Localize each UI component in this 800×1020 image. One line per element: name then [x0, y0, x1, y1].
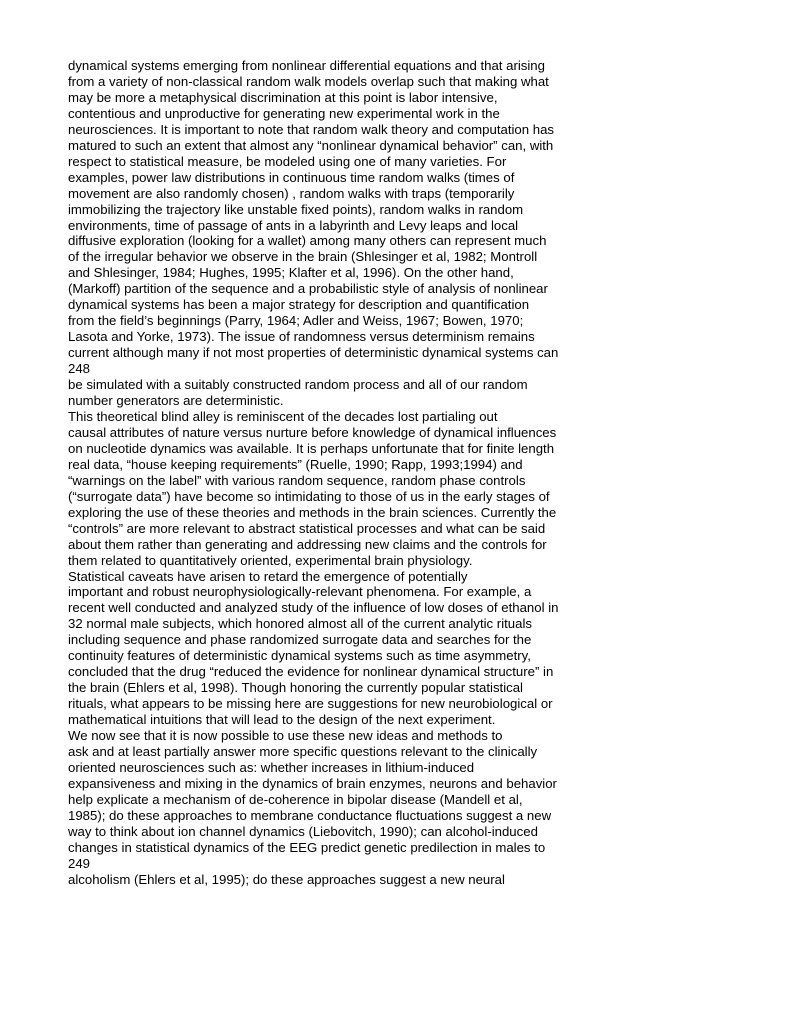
text-line: 32 normal male subjects, which honored almost all of the current analytic rituals — [68, 616, 532, 632]
text-line: diffusive exploration (looking for a wallet) among many others can represent much — [68, 233, 547, 249]
text-line: examples, power law distributions in continuous time random walks (times of — [68, 169, 515, 185]
text-line: dynamical systems emerging from nonlinear differential equations and that arising — [68, 58, 545, 73]
text-line: “warnings on the label” with various random sequence, random phase controls — [68, 472, 526, 488]
text-line: number generators are deterministic. — [68, 393, 284, 409]
text-line: concluded that the drug “reduced the evidence for nonlinear dynamical structure” in — [68, 664, 554, 680]
text-line: from the field’s beginnings (Parry, 1964; Adler and Weiss, 1967; Bowen, 1970; — [68, 313, 524, 329]
text-line: 1985); do these approaches to membrane conductance fluctuations suggest a new — [68, 807, 552, 823]
text-line: current although many if not most properties of deterministic dynamical systems can — [68, 345, 559, 361]
text-line: of the irregular behavior we observe in the brain (Shlesinger et al, 1982; Montroll — [68, 249, 538, 265]
text-line: (Markoff) partition of the sequence and a probabilistic style of analysis of nonlinear — [68, 281, 548, 297]
text-line: Lasota and Yorke, 1973). The issue of randomness versus determinism remains — [68, 329, 535, 345]
text-line: expansiveness and mixing in the dynamics of brain enzymes, neurons and behavior — [68, 775, 557, 791]
text-line: dynamical systems has been a major strategy for description and quantification — [68, 297, 530, 313]
text-line: causal attributes of nature versus nurture before knowledge of dynamical influences — [68, 424, 557, 440]
text-line: including sequence and phase randomized surrogate data and searches for the — [68, 632, 532, 648]
text-line: continuity features of deterministic dynamical systems such as time asymmetry, — [68, 648, 531, 664]
text-line: important and robust neurophysiologically-relevant phenomena. For example, a — [68, 584, 532, 600]
text-line: neurosciences. It is important to note that random walk theory and computation has — [68, 121, 555, 137]
text-line: recent well conducted and analyzed study of the influence of low doses of ethanol in — [68, 600, 559, 616]
text-line: and Shlesinger, 1984; Hughes, 1995; Klafter et al, 1996). On the other hand, — [68, 265, 514, 281]
text-line: mathematical intuitions that will lead to the design of the next experiment. — [68, 712, 496, 728]
text-line: oriented neurosciences such as: whether increases in lithium-induced — [68, 759, 475, 775]
document-body — [68, 58, 668, 888]
text-line: be simulated with a suitably constructed random process and all of our random — [68, 377, 528, 393]
text-line: the brain (Ehlers et al, 1998). Though honoring the currently popular statistical — [68, 680, 523, 696]
page-number: 248 — [68, 361, 91, 377]
text-line: changes in statistical dynamics of the EEG predict genetic predilection in males to — [68, 839, 546, 855]
text-line: exploring the use of these theories and methods in the brain sciences. Currently the — [68, 504, 557, 520]
text-line: This theoretical blind alley is reminiscent of the decades lost partialing out — [68, 408, 498, 424]
text-line: ask and at least partially answer more specific questions relevant to the clinically — [68, 743, 538, 759]
text-line: them related to quantitatively oriented, experimental brain physiology. — [68, 552, 473, 568]
text-line: respect to statistical measure, be modeled using one of many varieties. For — [68, 153, 507, 169]
text-line: way to think about ion channel dynamics (Liebovitch, 1990); can alcohol-induced — [68, 823, 538, 839]
page-number: 249 — [68, 855, 91, 871]
text-line: movement are also randomly chosen) , random walks with traps (temporarily — [68, 185, 515, 201]
text-line: on nucleotide dynamics was available. It is perhaps unfortunate that for finite length — [68, 440, 555, 456]
text-line: immobilizing the trajectory like unstable fixed points), random walks in random — [68, 201, 524, 217]
text-line: may be more a metaphysical discrimination at this point is labor intensive, — [68, 89, 498, 105]
text-line: help explicate a mechanism of de-coherence in bipolar disease (Mandell et al, — [68, 791, 523, 807]
text-line: from a variety of non-classical random walk models overlap such that making what — [68, 73, 549, 89]
text-line: rituals, what appears to be missing here are suggestions for new neurobiological or — [68, 696, 553, 712]
text-line: (“surrogate data”) have become so intimidating to those of us in the early stages of — [68, 488, 550, 504]
text-line: We now see that it is now possible to use these new ideas and methods to — [68, 728, 503, 744]
text-line: contentious and unproductive for generating new experimental work in the — [68, 105, 500, 121]
text-line: Statistical caveats have arisen to retard the emergence of potentially — [68, 568, 468, 584]
text-line: alcoholism (Ehlers et al, 1995); do these approaches suggest a new neural — [68, 871, 505, 887]
text-line: real data, “house keeping requirements” (Ruelle, 1990; Rapp, 1993;1994) and — [68, 456, 523, 472]
text-line: about them rather than generating and addressing new claims and the controls for — [68, 536, 547, 552]
text-line: “controls” are more relevant to abstract statistical processes and what can be said — [68, 520, 546, 536]
text-line: matured to such an extent that almost any “nonlinear dynamical behavior” can, with — [68, 137, 554, 153]
text-line: environments, time of passage of ants in a labyrinth and Levy leaps and local — [68, 217, 519, 233]
